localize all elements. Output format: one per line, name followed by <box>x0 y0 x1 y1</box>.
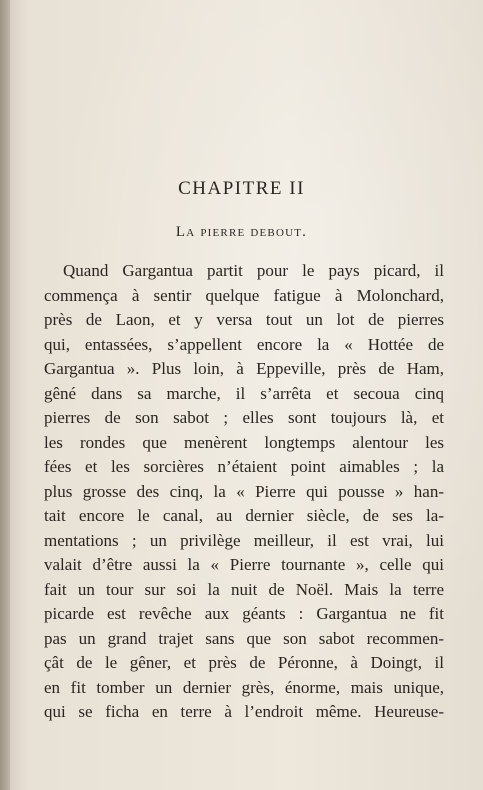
text-line: pierres de son sabot ; elles sont toujours là, et <box>44 408 444 427</box>
text-line: valait d’être aussi la « Pierre tournante », celle qui <box>44 555 444 574</box>
text-line: picarde est revêche aux géants : Gargantua ne fit <box>44 604 444 623</box>
text-line: mentations ; un privilège meilleur, il est vrai, lui <box>44 530 444 550</box>
text-line: en fit tomber un dernier grès, énorme, mais unique, <box>44 677 444 697</box>
text-line: Gargantua ». Plus loin, à Eppeville, près de Ham, <box>44 359 444 378</box>
chapter-heading: CHAPITRE II <box>178 178 305 199</box>
text-line: fait un tour sur soi la nuit de Noël. Mais la terre <box>44 579 444 599</box>
text-line: qui, entassées, s’appellent encore la « Hottée de <box>44 334 444 354</box>
text-line: commença à sentir quelque fatigue à Molonchard, <box>44 285 444 305</box>
text-line: gêné dans sa marche, il s’arrêta et secoua cinq <box>44 383 444 403</box>
text-line: qui se ficha en terre à l’endroit même. Heureuse- <box>44 702 444 721</box>
text-line: tait encore le canal, au dernier siècle, de ses la- <box>44 506 444 525</box>
text-line: pas un grand trajet sans que son sabot recommen- <box>44 628 444 648</box>
text-line: çât de le gêner, et près de Péronne, à Doingt, il <box>44 653 444 672</box>
body-text <box>44 259 444 725</box>
section-heading: La pierre debout. <box>175 224 308 240</box>
text-line: fées et les sorcières n’étaient point aimables ; la <box>44 457 444 476</box>
text-line: Quand Gargantua partit pour le pays picard, il <box>63 261 444 280</box>
book-spine-shadow <box>0 0 10 790</box>
text-line: plus grosse des cinq, la « Pierre qui pousse » han- <box>44 481 444 501</box>
text-line: près de Laon, et y versa tout un lot de pierres <box>44 310 444 329</box>
text-line: les rondes que menèrent longtemps alentour les <box>44 432 444 452</box>
